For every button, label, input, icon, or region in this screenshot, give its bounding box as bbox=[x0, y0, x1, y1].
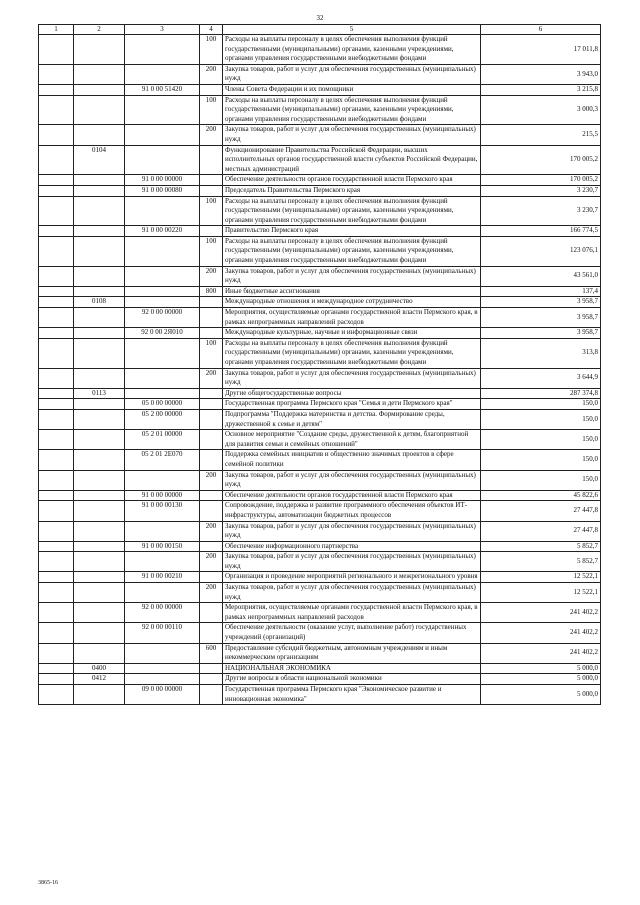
target-code-cell bbox=[125, 145, 200, 175]
description-cell: НАЦИОНАЛЬНАЯ ЭКОНОМИКА bbox=[223, 663, 481, 674]
description-cell: Закупка товаров, работ и услуг для обеспечения государственных (муниципальных) нужд bbox=[223, 583, 481, 603]
table-row bbox=[39, 95, 601, 125]
table-row bbox=[39, 368, 601, 388]
subsection-cell bbox=[74, 338, 125, 368]
table-row bbox=[39, 196, 601, 226]
table-row bbox=[39, 226, 601, 237]
description-cell: Обеспечение информационного партнерства bbox=[223, 541, 481, 552]
description-cell: Расходы на выплаты персоналу в целях обеспечения выполнения функций государственными (муниципальными) органами, казенными учреждениями, органами управления государственными внебюджетными фондами bbox=[223, 196, 481, 226]
expense-type-cell bbox=[200, 388, 223, 399]
target-code-cell bbox=[125, 583, 200, 603]
expense-type-cell: 200 bbox=[200, 521, 223, 541]
amount-cell: 5 852,7 bbox=[481, 552, 601, 572]
target-code-cell bbox=[125, 64, 200, 84]
subsection-cell bbox=[74, 552, 125, 572]
target-code-cell: 05 2 01 2Е070 bbox=[125, 450, 200, 470]
subsection-cell bbox=[74, 409, 125, 429]
expense-type-cell: 100 bbox=[200, 236, 223, 266]
section-cell bbox=[39, 603, 74, 623]
target-code-cell bbox=[125, 297, 200, 308]
expense-type-cell: 200 bbox=[200, 266, 223, 286]
expense-type-cell bbox=[200, 297, 223, 308]
table-row bbox=[39, 175, 601, 186]
target-code-cell bbox=[125, 35, 200, 65]
subsection-cell bbox=[74, 266, 125, 286]
expense-type-cell: 200 bbox=[200, 125, 223, 145]
description-cell: Международные культурные, научные и информационные связи bbox=[223, 328, 481, 339]
table-row bbox=[39, 663, 601, 674]
section-cell bbox=[39, 308, 74, 328]
budget-table bbox=[38, 24, 601, 705]
table-row bbox=[39, 84, 601, 95]
amount-cell: 150,0 bbox=[481, 450, 601, 470]
section-cell bbox=[39, 552, 74, 572]
description-cell: Поддержка семейных инициатив и общественно значимых проектов в сфере семейной политики bbox=[223, 450, 481, 470]
table-row bbox=[39, 552, 601, 572]
target-code-cell: 91 0 00 51420 bbox=[125, 84, 200, 95]
description-cell: Расходы на выплаты персоналу в целях обеспечения выполнения функций государственными (муниципальными) органами, казенными учреждениями, органами управления государственными внебюджетными фондами bbox=[223, 338, 481, 368]
target-code-cell bbox=[125, 470, 200, 490]
expense-type-cell bbox=[200, 501, 223, 521]
expense-type-cell bbox=[200, 409, 223, 429]
column-header: 5 bbox=[223, 25, 481, 35]
table-row bbox=[39, 308, 601, 328]
table-row bbox=[39, 450, 601, 470]
amount-cell: 17 011,8 bbox=[481, 35, 601, 65]
section-cell bbox=[39, 266, 74, 286]
section-cell bbox=[39, 175, 74, 186]
section-cell bbox=[39, 84, 74, 95]
subsection-cell bbox=[74, 399, 125, 410]
target-code-cell: 92 0 00 00000 bbox=[125, 308, 200, 328]
description-cell: Организация и проведение мероприятий регионального и межрегионального уровня bbox=[223, 572, 481, 583]
amount-cell: 3 000,3 bbox=[481, 95, 601, 125]
expense-type-cell bbox=[200, 685, 223, 705]
expense-type-cell: 100 bbox=[200, 35, 223, 65]
description-cell: Функционирование Правительства Российской Федерации, высших исполнительных органов государственной власти субъектов Российской Федерации, местных администраций bbox=[223, 145, 481, 175]
table-row bbox=[39, 409, 601, 429]
table-row bbox=[39, 35, 601, 65]
amount-cell: 3 958,7 bbox=[481, 297, 601, 308]
expense-type-cell: 200 bbox=[200, 64, 223, 84]
description-cell: Расходы на выплаты персоналу в целях обеспечения выполнения функций государственными (муниципальными) органами, казенными учреждениями, органами управления государственными внебюджетными фондами bbox=[223, 236, 481, 266]
table-row bbox=[39, 541, 601, 552]
expense-type-cell bbox=[200, 328, 223, 339]
target-code-cell: 91 0 00 00000 bbox=[125, 175, 200, 186]
expense-type-cell bbox=[200, 623, 223, 643]
amount-cell: 5 000,0 bbox=[481, 674, 601, 685]
target-code-cell bbox=[125, 95, 200, 125]
amount-cell: 12 522,1 bbox=[481, 572, 601, 583]
target-code-cell: 05 2 01 00000 bbox=[125, 430, 200, 450]
subsection-cell bbox=[74, 623, 125, 643]
subsection-cell bbox=[74, 226, 125, 237]
section-cell bbox=[39, 643, 74, 663]
subsection-cell bbox=[74, 125, 125, 145]
amount-cell: 287 374,8 bbox=[481, 388, 601, 399]
description-cell: Закупка товаров, работ и услуг для обеспечения государственных (муниципальных) нужд bbox=[223, 64, 481, 84]
description-cell: Международные отношения и международное сотрудничество bbox=[223, 297, 481, 308]
section-cell bbox=[39, 674, 74, 685]
subsection-cell bbox=[74, 236, 125, 266]
column-header: 1 bbox=[39, 25, 74, 35]
section-cell bbox=[39, 399, 74, 410]
expense-type-cell bbox=[200, 84, 223, 95]
amount-cell: 45 822,6 bbox=[481, 490, 601, 501]
expense-type-cell bbox=[200, 226, 223, 237]
expense-type-cell: 100 bbox=[200, 338, 223, 368]
section-cell bbox=[39, 125, 74, 145]
subsection-cell bbox=[74, 685, 125, 705]
description-cell: Закупка товаров, работ и услуг для обеспечения государственных (муниципальных) нужд bbox=[223, 125, 481, 145]
table-row bbox=[39, 572, 601, 583]
table-row bbox=[39, 674, 601, 685]
description-cell: Члены Совета Федерации и их помощники bbox=[223, 84, 481, 95]
section-cell bbox=[39, 470, 74, 490]
subsection-cell bbox=[74, 35, 125, 65]
target-code-cell bbox=[125, 196, 200, 226]
section-cell bbox=[39, 388, 74, 399]
expense-type-cell bbox=[200, 450, 223, 470]
section-cell bbox=[39, 623, 74, 643]
amount-cell: 3 215,8 bbox=[481, 84, 601, 95]
description-cell: Другие вопросы в области национальной экономики bbox=[223, 674, 481, 685]
amount-cell: 241 402,2 bbox=[481, 623, 601, 643]
table-row bbox=[39, 297, 601, 308]
section-cell bbox=[39, 145, 74, 175]
description-cell: Председатель Правительства Пермского края bbox=[223, 185, 481, 196]
subsection-cell: 0113 bbox=[74, 388, 125, 399]
target-code-cell: 91 0 00 00210 bbox=[125, 572, 200, 583]
subsection-cell bbox=[74, 643, 125, 663]
amount-cell: 150,0 bbox=[481, 409, 601, 429]
table-row bbox=[39, 583, 601, 603]
subsection-cell bbox=[74, 185, 125, 196]
section-cell bbox=[39, 583, 74, 603]
expense-type-cell: 100 bbox=[200, 196, 223, 226]
description-cell: Правительство Пермского края bbox=[223, 226, 481, 237]
column-header: 3 bbox=[125, 25, 200, 35]
expense-type-cell bbox=[200, 603, 223, 623]
amount-cell: 150,0 bbox=[481, 430, 601, 450]
amount-cell: 166 774,5 bbox=[481, 226, 601, 237]
table-row bbox=[39, 643, 601, 663]
subsection-cell bbox=[74, 603, 125, 623]
target-code-cell: 92 0 00 00110 bbox=[125, 623, 200, 643]
description-cell: Расходы на выплаты персоналу в целях обеспечения выполнения функций государственными (муниципальными) органами, казенными учреждениями, органами управления государственными внебюджетными фондами bbox=[223, 35, 481, 65]
section-cell bbox=[39, 328, 74, 339]
column-header: 2 bbox=[74, 25, 125, 35]
subsection-cell bbox=[74, 490, 125, 501]
description-cell: Обеспечение деятельности органов государственной власти Пермского края bbox=[223, 175, 481, 186]
amount-cell: 3 230,7 bbox=[481, 185, 601, 196]
target-code-cell: 09 0 00 00000 bbox=[125, 685, 200, 705]
description-cell: Расходы на выплаты персоналу в целях обеспечения выполнения функций государственными (муниципальными) органами, казенными учреждениями, органами управления государственными внебюджетными фондами bbox=[223, 95, 481, 125]
description-cell: Закупка товаров, работ и услуг для обеспечения государственных (муниципальных) нужд bbox=[223, 521, 481, 541]
amount-cell: 3 943,0 bbox=[481, 64, 601, 84]
target-code-cell bbox=[125, 125, 200, 145]
table-row bbox=[39, 623, 601, 643]
description-cell: Сопровождение, поддержка и развитие программного обеспечения объектов ИТ-инфраструктуры, автоматизации бюджетных процессов bbox=[223, 501, 481, 521]
amount-cell: 215,5 bbox=[481, 125, 601, 145]
amount-cell: 137,4 bbox=[481, 286, 601, 297]
target-code-cell: 92 0 00 00000 bbox=[125, 603, 200, 623]
table-row bbox=[39, 399, 601, 410]
table-row bbox=[39, 430, 601, 450]
amount-cell: 123 076,1 bbox=[481, 236, 601, 266]
expense-type-cell bbox=[200, 175, 223, 186]
amount-cell: 241 402,2 bbox=[481, 643, 601, 663]
description-cell: Государственная программа Пермского края "Семья и дети Пермского края" bbox=[223, 399, 481, 410]
table-row bbox=[39, 470, 601, 490]
target-code-cell: 91 0 00 00080 bbox=[125, 185, 200, 196]
subsection-cell bbox=[74, 450, 125, 470]
target-code-cell: 91 0 00 00130 bbox=[125, 501, 200, 521]
expense-type-cell bbox=[200, 674, 223, 685]
target-code-cell: 05 2 00 00000 bbox=[125, 409, 200, 429]
table-row bbox=[39, 328, 601, 339]
description-cell: Основное мероприятие "Создание среды, дружественной к детям, благоприятной для развития семьи и семейных отношений" bbox=[223, 430, 481, 450]
target-code-cell bbox=[125, 236, 200, 266]
amount-cell: 27 447,8 bbox=[481, 501, 601, 521]
table-row bbox=[39, 145, 601, 175]
amount-cell: 43 561,0 bbox=[481, 266, 601, 286]
description-cell: Мероприятия, осуществляемые органами государственной власти Пермского края, в рамках непрограммных направлений расходов bbox=[223, 603, 481, 623]
table-row bbox=[39, 286, 601, 297]
target-code-cell: 91 0 00 00150 bbox=[125, 541, 200, 552]
subsection-cell bbox=[74, 286, 125, 297]
subsection-cell: 0108 bbox=[74, 297, 125, 308]
amount-cell: 27 447,8 bbox=[481, 521, 601, 541]
section-cell bbox=[39, 368, 74, 388]
amount-cell: 5 000,0 bbox=[481, 663, 601, 674]
subsection-cell bbox=[74, 541, 125, 552]
description-cell: Мероприятия, осуществляемые органами государственной власти Пермского края, в рамках непрограммных направлений расходов bbox=[223, 308, 481, 328]
amount-cell: 3 958,7 bbox=[481, 308, 601, 328]
section-cell bbox=[39, 95, 74, 125]
target-code-cell bbox=[125, 388, 200, 399]
section-cell bbox=[39, 663, 74, 674]
target-code-cell: 91 0 00 00000 bbox=[125, 490, 200, 501]
expense-type-cell bbox=[200, 572, 223, 583]
description-cell: Обеспечение деятельности (оказание услуг, выполнение работ) государственных учреждений (организаций) bbox=[223, 623, 481, 643]
target-code-cell: 91 0 00 00220 bbox=[125, 226, 200, 237]
subsection-cell bbox=[74, 368, 125, 388]
expense-type-cell bbox=[200, 399, 223, 410]
table-row bbox=[39, 125, 601, 145]
expense-type-cell: 200 bbox=[200, 368, 223, 388]
section-cell bbox=[39, 226, 74, 237]
target-code-cell bbox=[125, 552, 200, 572]
subsection-cell bbox=[74, 583, 125, 603]
section-cell bbox=[39, 430, 74, 450]
table-row bbox=[39, 521, 601, 541]
section-cell bbox=[39, 685, 74, 705]
subsection-cell: 0412 bbox=[74, 674, 125, 685]
expense-type-cell: 200 bbox=[200, 583, 223, 603]
description-cell: Закупка товаров, работ и услуг для обеспечения государственных (муниципальных) нужд bbox=[223, 470, 481, 490]
target-code-cell bbox=[125, 338, 200, 368]
subsection-cell: 0104 bbox=[74, 145, 125, 175]
section-cell bbox=[39, 521, 74, 541]
amount-cell: 170 005,2 bbox=[481, 145, 601, 175]
expense-type-cell: 200 bbox=[200, 552, 223, 572]
subsection-cell bbox=[74, 84, 125, 95]
description-cell: Предоставление субсидий бюджетным, автономным учреждениям и иным некоммерческим организациям bbox=[223, 643, 481, 663]
expense-type-cell: 600 bbox=[200, 643, 223, 663]
section-cell bbox=[39, 338, 74, 368]
section-cell bbox=[39, 286, 74, 297]
amount-cell: 241 402,2 bbox=[481, 603, 601, 623]
table-row bbox=[39, 501, 601, 521]
subsection-cell bbox=[74, 308, 125, 328]
section-cell bbox=[39, 490, 74, 501]
column-header: 6 bbox=[481, 25, 601, 35]
subsection-cell bbox=[74, 175, 125, 186]
description-cell: Закупка товаров, работ и услуг для обеспечения государственных (муниципальных) нужд bbox=[223, 368, 481, 388]
target-code-cell: 92 0 00 2Я010 bbox=[125, 328, 200, 339]
subsection-cell bbox=[74, 328, 125, 339]
section-cell bbox=[39, 541, 74, 552]
amount-cell: 150,0 bbox=[481, 399, 601, 410]
target-code-cell: 05 0 00 00000 bbox=[125, 399, 200, 410]
section-cell bbox=[39, 572, 74, 583]
amount-cell: 3 230,7 bbox=[481, 196, 601, 226]
table-row bbox=[39, 338, 601, 368]
subsection-cell bbox=[74, 196, 125, 226]
subsection-cell bbox=[74, 430, 125, 450]
section-cell bbox=[39, 501, 74, 521]
table-header-row bbox=[39, 25, 601, 35]
subsection-cell bbox=[74, 501, 125, 521]
target-code-cell bbox=[125, 266, 200, 286]
description-cell: Обеспечение деятельности органов государственной власти Пермского края bbox=[223, 490, 481, 501]
section-cell bbox=[39, 450, 74, 470]
expense-type-cell bbox=[200, 490, 223, 501]
table-row bbox=[39, 388, 601, 399]
table-row bbox=[39, 185, 601, 196]
amount-cell: 313,8 bbox=[481, 338, 601, 368]
description-cell: Закупка товаров, работ и услуг для обеспечения государственных (муниципальных) нужд bbox=[223, 266, 481, 286]
target-code-cell bbox=[125, 368, 200, 388]
table-row bbox=[39, 603, 601, 623]
expense-type-cell bbox=[200, 541, 223, 552]
section-cell bbox=[39, 185, 74, 196]
section-cell bbox=[39, 64, 74, 84]
subsection-cell bbox=[74, 95, 125, 125]
expense-type-cell: 200 bbox=[200, 470, 223, 490]
amount-cell: 150,0 bbox=[481, 470, 601, 490]
table-row bbox=[39, 490, 601, 501]
table-body bbox=[39, 35, 601, 705]
table-row bbox=[39, 685, 601, 705]
page-number: 32 bbox=[316, 14, 324, 22]
expense-type-cell bbox=[200, 145, 223, 175]
section-cell bbox=[39, 35, 74, 65]
target-code-cell bbox=[125, 663, 200, 674]
table-row bbox=[39, 236, 601, 266]
expense-type-cell bbox=[200, 430, 223, 450]
target-code-cell bbox=[125, 286, 200, 297]
table-row bbox=[39, 266, 601, 286]
table-row bbox=[39, 64, 601, 84]
target-code-cell bbox=[125, 674, 200, 685]
subsection-cell bbox=[74, 572, 125, 583]
description-cell: Государственная программа Пермского края "Экономическое развитие и инновационная экономика" bbox=[223, 685, 481, 705]
amount-cell: 5 000,0 bbox=[481, 685, 601, 705]
expense-type-cell bbox=[200, 308, 223, 328]
amount-cell: 5 852,7 bbox=[481, 541, 601, 552]
subsection-cell bbox=[74, 64, 125, 84]
amount-cell: 170 005,2 bbox=[481, 175, 601, 186]
column-header: 4 bbox=[200, 25, 223, 35]
target-code-cell bbox=[125, 643, 200, 663]
amount-cell: 3 644,9 bbox=[481, 368, 601, 388]
description-cell: Закупка товаров, работ и услуг для обеспечения государственных (муниципальных) нужд bbox=[223, 552, 481, 572]
section-cell bbox=[39, 297, 74, 308]
amount-cell: 3 958,7 bbox=[481, 328, 601, 339]
expense-type-cell bbox=[200, 663, 223, 674]
subsection-cell bbox=[74, 521, 125, 541]
footer-code: 3865-16 bbox=[38, 880, 58, 886]
description-cell: Другие общегосударственные вопросы bbox=[223, 388, 481, 399]
expense-type-cell bbox=[200, 185, 223, 196]
section-cell bbox=[39, 236, 74, 266]
amount-cell: 12 522,1 bbox=[481, 583, 601, 603]
section-cell bbox=[39, 409, 74, 429]
subsection-cell bbox=[74, 470, 125, 490]
subsection-cell: 0400 bbox=[74, 663, 125, 674]
section-cell bbox=[39, 196, 74, 226]
description-cell: Подпрограмма "Поддержка материнства и детства. Формирование среды, дружественной к семье и детям" bbox=[223, 409, 481, 429]
description-cell: Иные бюджетные ассигнования bbox=[223, 286, 481, 297]
expense-type-cell: 100 bbox=[200, 95, 223, 125]
target-code-cell bbox=[125, 521, 200, 541]
expense-type-cell: 800 bbox=[200, 286, 223, 297]
